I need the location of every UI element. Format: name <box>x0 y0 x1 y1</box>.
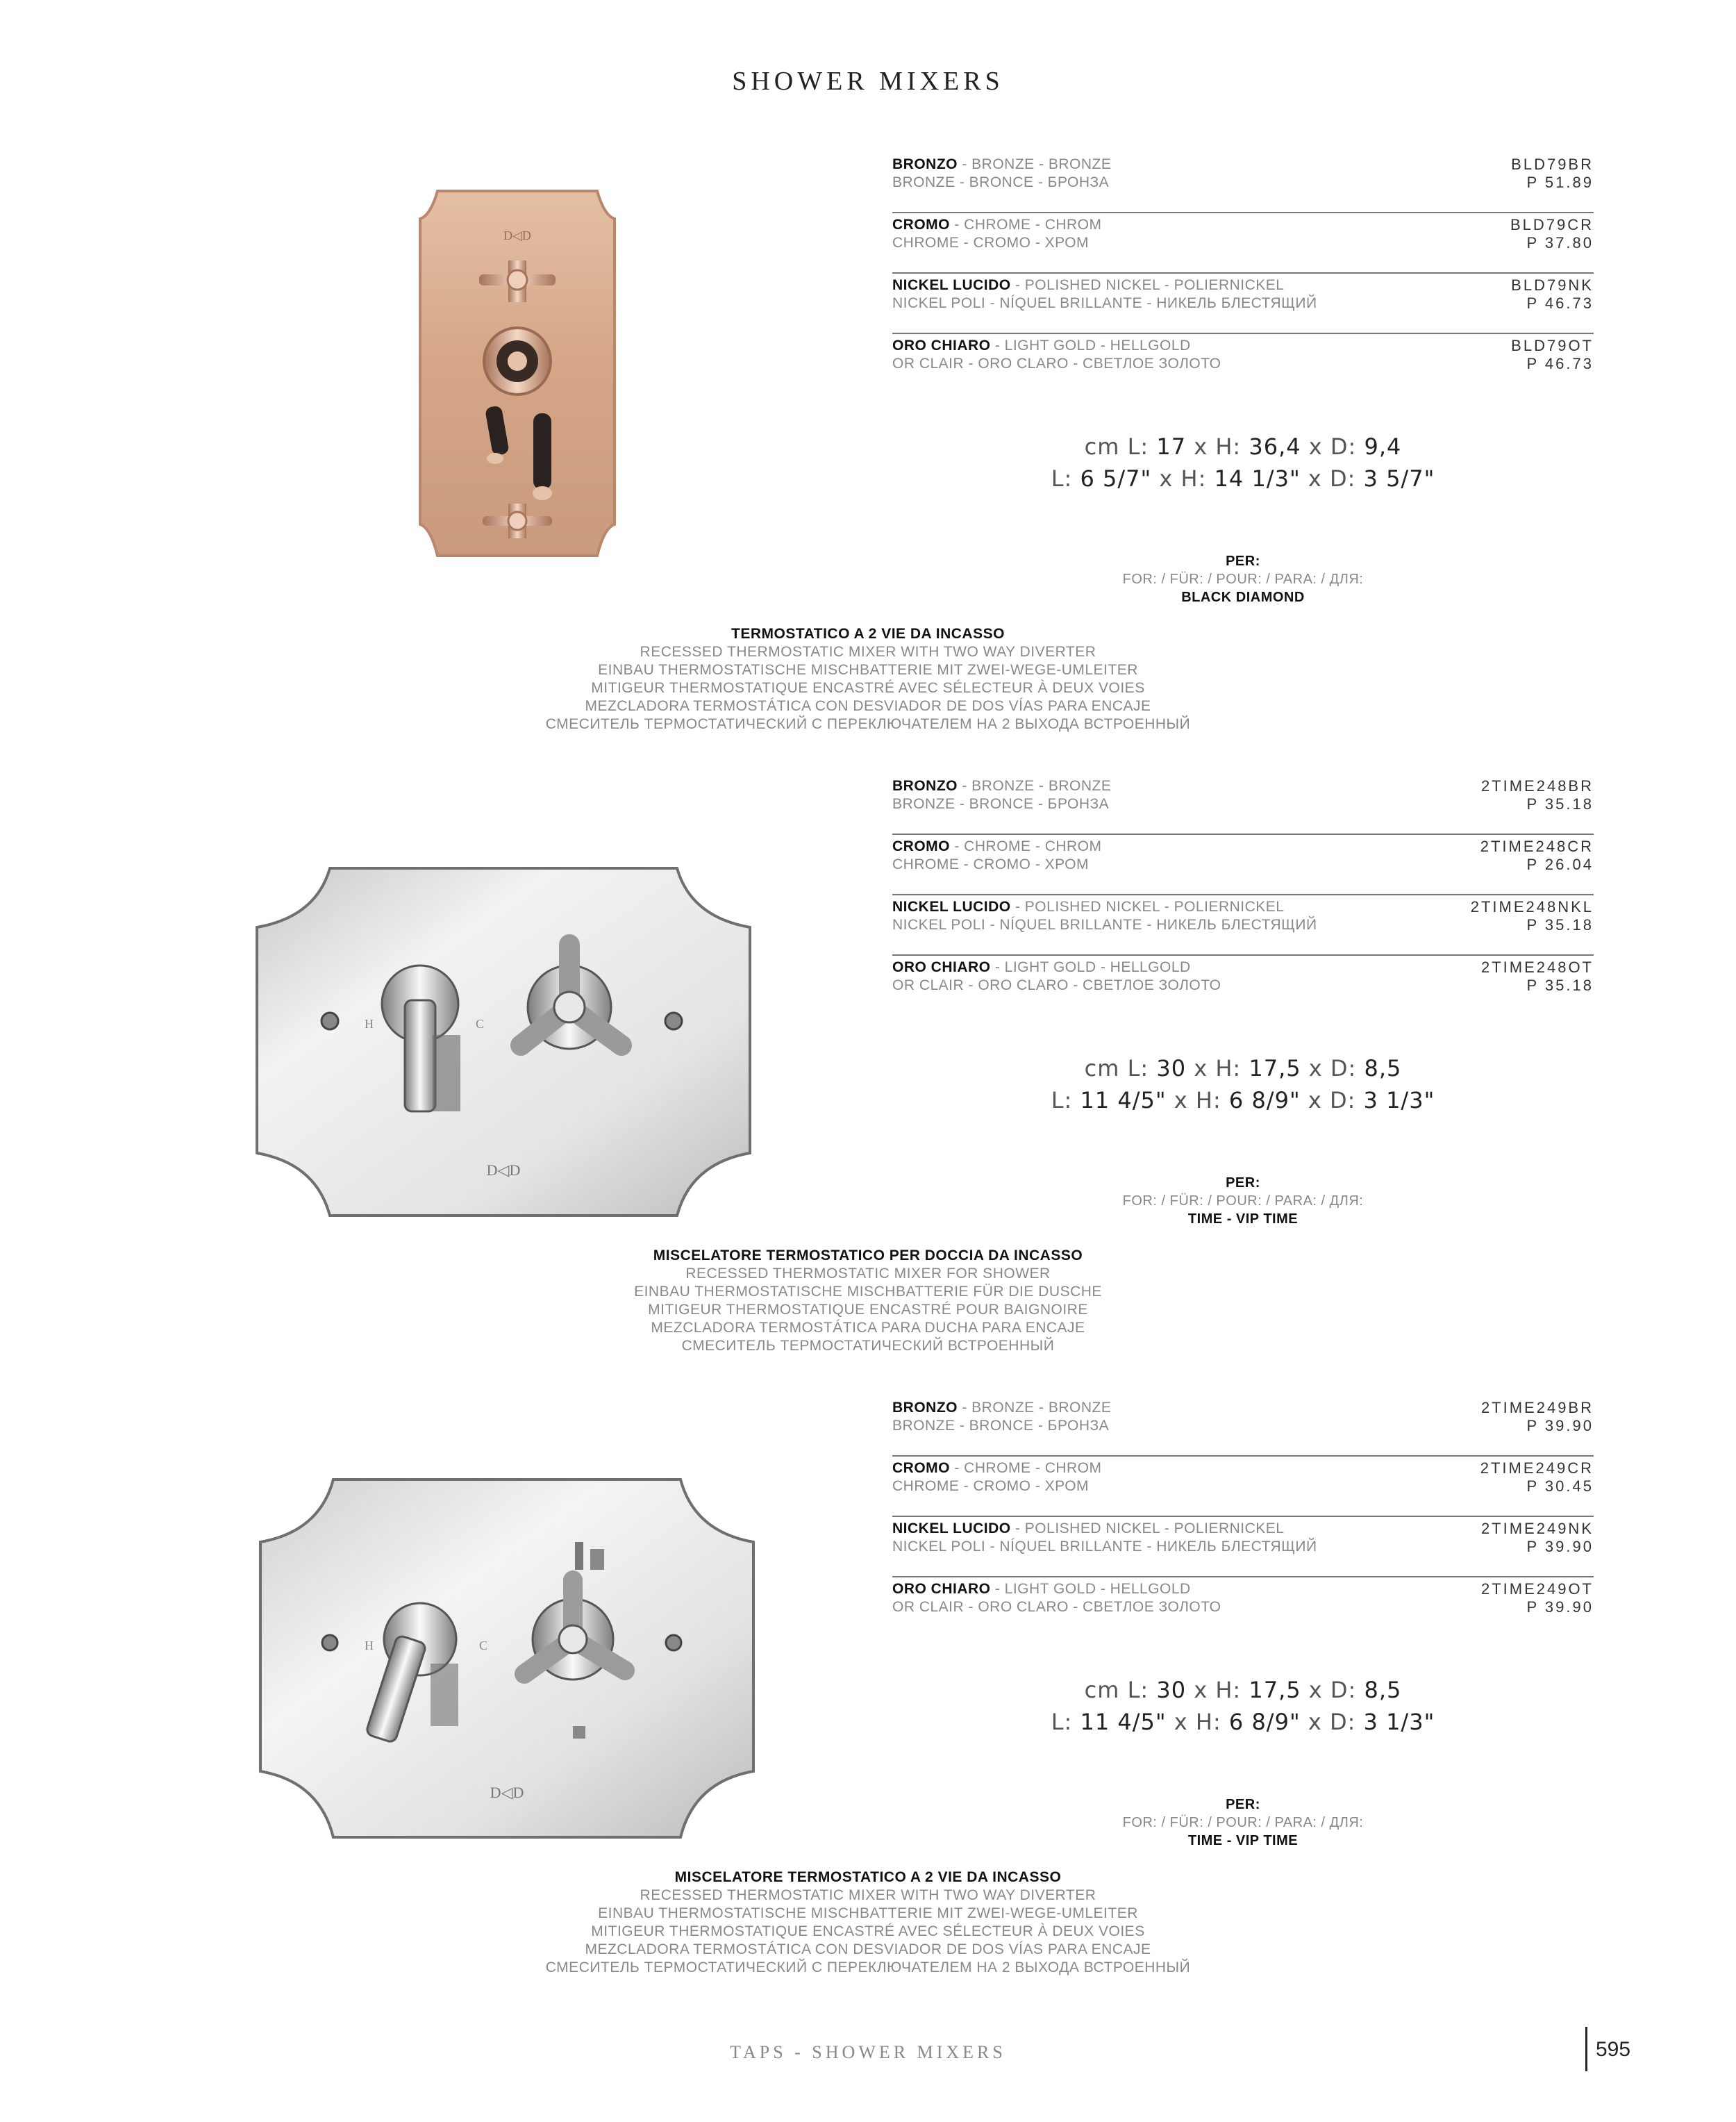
product-description: TERMOSTATICO A 2 VIE DA INCASSO RECESSED THERMOSTATIC MIXER WITH TWO WAY DIVERTER EINBAU THERMOSTATISCHE MISCHBATTERIE MIT ZWEI-WEGE-UMLEITER MITIGEUR THERMOSTATIQUE ENCASTRÉ AVEC SÉLECTEUR À DEUX VOIES MEZCLADORA TERMOSTÁTICA CON DESVIADOR DE DOS VÍAS PARA ENCAJE СМЕСИТЕЛЬ ТЕРМОСТАТИЧЕСКИЙ С ПЕРЕКЛЮЧАТЕЛЕМ НА 2 ВЫХОДА ВСТРОЕННЫЙ <box>0 625 1736 733</box>
finish-name: ORO CHIARO <box>892 959 991 975</box>
finish-name-other: CHROME - CROMO - ХРОМ <box>892 1478 1090 1494</box>
finish-row: NICKEL LUCIDO - POLISHED NICKEL - POLIERNICKEL NICKEL POLI - NÍQUEL BRILLANTE - НИКЕЛЬ БЛЕСТЯЩИЙ 2TIME249NK P 39.90 <box>892 1517 1594 1577</box>
finish-name: BRONZO <box>892 1400 958 1416</box>
finish-name-other: OR CLAIR - ORO CLARO - СВЕТЛОЕ ЗОЛОТО <box>892 977 1221 993</box>
product-image-chrome-two-way-mixer <box>257 1466 757 1855</box>
finish-name-de: BRONZE <box>1048 1400 1112 1416</box>
dimensions <box>892 1674 1594 1738</box>
finish-name-de: CHROM <box>1044 217 1102 233</box>
product-price: P 37.80 <box>1526 234 1594 251</box>
finish-row: CROMO - CHROME - CHROM CHROME - CROMO - ХРОМ 2TIME248CR P 26.04 <box>892 835 1594 895</box>
product-price: P 30.45 <box>1526 1477 1594 1495</box>
finish-row: ORO CHIARO - LIGHT GOLD - HELLGOLD OR CLAIR - ORO CLARO - СВЕТЛОЕ ЗОЛОТО 2TIME248OT P 35.18 <box>892 959 1594 994</box>
dimensions-cm: cm L: 30 x H: 17,5 x D: 8,5 <box>1084 1055 1402 1081</box>
product-code: 2TIME249OT <box>1480 1580 1594 1598</box>
product-description: MISCELATORE TERMOSTATICO PER DOCCIA DA INCASSO RECESSED THERMOSTATIC MIXER FOR SHOWER EINBAU THERMOSTATISCHE MISCHBATTERIE FÜR DIE DUSCHE MITIGEUR THERMOSTATIQUE ENCASTRÉ POUR BAIGNOIRE MEZCLADORA TERMOSTÁTICA PARA DUCHA PARA ENCAJE СМЕСИТЕЛЬ ТЕРМОСТАТИЧЕСКИЙ ВСТРОЕННЫЙ <box>0 1247 1736 1355</box>
page-title: SHOWER MIXERS <box>732 67 1004 96</box>
finish-name: NICKEL LUCIDO <box>892 1520 1011 1536</box>
finish-name: ORO CHIARO <box>892 1581 991 1597</box>
description-title: MISCELATORE TERMOSTATICO A 2 VIE DA INCASSO <box>674 1869 1062 1885</box>
svg-text:C: C <box>476 1017 485 1031</box>
product-price: P 39.90 <box>1526 1538 1594 1555</box>
product-code: BLD79BR <box>1511 156 1594 173</box>
finish-name-de: HELLGOLD <box>1110 959 1191 975</box>
finish-name-de: BRONZE <box>1048 156 1112 172</box>
finish-row: ORO CHIARO - LIGHT GOLD - HELLGOLD OR CLAIR - ORO CLARO - СВЕТЛОЕ ЗОЛОТО BLD79OT P 46.73 <box>892 337 1594 372</box>
product-image-bronze-thermostatic <box>417 177 618 573</box>
description-title: TERMOSTATICO A 2 VIE DA INCASSO <box>731 626 1005 642</box>
finish-row: BRONZO - BRONZE - BRONZE BRONZE - BRONCE - БРОНЗА 2TIME249BR P 39.90 <box>892 1396 1594 1457</box>
product-price: P 35.18 <box>1526 795 1594 813</box>
finish-name-en: CHROME <box>964 1460 1031 1476</box>
footer-title: TAPS - SHOWER MIXERS <box>730 2042 1006 2062</box>
page-number: 595 <box>1596 2038 1631 2061</box>
dimensions-cm: cm L: 17 x H: 36,4 x D: 9,4 <box>1084 433 1402 460</box>
finish-name-other: BRONZE - BRONCE - БРОНЗА <box>892 796 1110 812</box>
product-code: BLD79CR <box>1510 216 1594 233</box>
product-code: BLD79NK <box>1511 276 1594 294</box>
finish-name-en: LIGHT GOLD <box>1004 1581 1096 1597</box>
svg-text:H: H <box>365 1017 374 1031</box>
finish-table <box>892 774 1594 1016</box>
finish-name-other: BRONZE - BRONCE - БРОНЗА <box>892 174 1110 190</box>
finish-name-en: BRONZE <box>971 1400 1035 1416</box>
finish-row: BRONZO - BRONZE - BRONZE BRONZE - BRONCE - БРОНЗА BLD79BR P 51.89 <box>892 153 1594 213</box>
product-code: 2TIME248CR <box>1480 838 1594 855</box>
product-code: 2TIME248OT <box>1480 959 1594 976</box>
finish-row: NICKEL LUCIDO - POLISHED NICKEL - POLIERNICKEL NICKEL POLI - NÍQUEL BRILLANTE - НИКЕЛЬ БЛЕСТЯЩИЙ BLD79NK P 46.73 <box>892 274 1594 334</box>
finish-name: BRONZO <box>892 156 958 172</box>
for-collection: PER: FOR: / FÜR: / POUR: / PARA: / ДЛЯ: TIME - VIP TIME <box>892 1796 1594 1850</box>
finish-name: CROMO <box>892 1460 950 1476</box>
finish-name-other: CHROME - CROMO - ХРОМ <box>892 856 1090 872</box>
for-collection: PER: FOR: / FÜR: / POUR: / PARA: / ДЛЯ: BLACK DIAMOND <box>892 552 1594 606</box>
product-section <box>0 1396 1736 2021</box>
finish-name-de: POLIERNICKEL <box>1174 277 1285 293</box>
product-image-chrome-shower-mixer <box>253 854 753 1236</box>
finish-name-other: NICKEL POLI - NÍQUEL BRILLANTE - НИКЕЛЬ БЛЕСТЯЩИЙ <box>892 917 1317 933</box>
collection-name: BLACK DIAMOND <box>1181 590 1305 605</box>
finish-name-en: BRONZE <box>971 778 1035 794</box>
finish-name-en: CHROME <box>964 217 1031 233</box>
finish-name: BRONZO <box>892 778 958 794</box>
for-collection: PER: FOR: / FÜR: / POUR: / PARA: / ДЛЯ: TIME - VIP TIME <box>892 1174 1594 1228</box>
product-price: P 39.90 <box>1526 1598 1594 1616</box>
finish-name-other: OR CLAIR - ORO CLARO - СВЕТЛОЕ ЗОЛОТО <box>892 1599 1221 1615</box>
finish-name-de: CHROM <box>1044 1460 1102 1476</box>
product-section <box>0 774 1736 1400</box>
product-price: P 46.73 <box>1526 295 1594 312</box>
collection-name: TIME - VIP TIME <box>1187 1833 1299 1848</box>
finish-name: ORO CHIARO <box>892 338 991 354</box>
product-code: BLD79OT <box>1511 337 1594 354</box>
finish-name-en: LIGHT GOLD <box>1004 959 1096 975</box>
finish-name-de: HELLGOLD <box>1110 338 1191 354</box>
finish-row: BRONZO - BRONZE - BRONZE BRONZE - BRONCE - БРОНЗА 2TIME248BR P 35.18 <box>892 774 1594 835</box>
finish-name-other: NICKEL POLI - NÍQUEL BRILLANTE - НИКЕЛЬ БЛЕСТЯЩИЙ <box>892 295 1317 311</box>
finish-name: NICKEL LUCIDO <box>892 899 1011 915</box>
finish-name: CROMO <box>892 838 950 854</box>
finish-name: CROMO <box>892 217 950 233</box>
finish-name-en: POLISHED NICKEL <box>1024 1520 1160 1536</box>
svg-text:C: C <box>479 1639 488 1652</box>
finish-row: CROMO - CHROME - CHROM CHROME - CROMO - ХРОМ BLD79CR P 37.80 <box>892 213 1594 274</box>
product-price: P 46.73 <box>1526 355 1594 372</box>
finish-name-en: LIGHT GOLD <box>1004 338 1096 354</box>
footer-divider <box>1585 2027 1587 2071</box>
finish-name-other: CHROME - CROMO - ХРОМ <box>892 235 1090 251</box>
dimensions-inch: L: 6 5/7" x H: 14 1/3" x D: 3 5/7" <box>1051 465 1435 492</box>
svg-text:D◁D: D◁D <box>490 1784 524 1801</box>
finish-name-en: CHROME <box>964 838 1031 854</box>
finish-name-de: HELLGOLD <box>1110 1581 1191 1597</box>
product-code: 2TIME248BR <box>1480 777 1594 795</box>
finish-table <box>892 153 1594 395</box>
finish-table <box>892 1396 1594 1638</box>
dimensions-inch: L: 11 4/5" x H: 6 8/9" x D: 3 1/3" <box>1051 1087 1435 1113</box>
product-price: P 26.04 <box>1526 856 1594 873</box>
finish-row: CROMO - CHROME - CHROM CHROME - CROMO - ХРОМ 2TIME249CR P 30.45 <box>892 1457 1594 1517</box>
finish-name-en: POLISHED NICKEL <box>1024 899 1160 915</box>
product-code: 2TIME249NK <box>1480 1520 1594 1537</box>
product-description: MISCELATORE TERMOSTATICO A 2 VIE DA INCASSO RECESSED THERMOSTATIC MIXER WITH TWO WAY DIVERTER EINBAU THERMOSTATISCHE MISCHBATTERIE MIT ZWEI-WEGE-UMLEITER MITIGEUR THERMOSTATIQUE ENCASTRÉ AVEC SÉLECTEUR À DEUX VOIES MEZCLADORA TERMOSTÁTICA CON DESVIADOR DE DOS VÍAS PARA ENCAJE СМЕСИТЕЛЬ ТЕРМОСТАТИЧЕСКИЙ С ПЕРЕКЛЮЧАТЕЛЕМ НА 2 ВЫХОДА ВСТРОЕННЫЙ <box>0 1868 1736 1977</box>
finish-name-de: POLIERNICKEL <box>1174 1520 1285 1536</box>
finish-name-other: BRONZE - BRONCE - БРОНЗА <box>892 1418 1110 1434</box>
finish-name: NICKEL LUCIDO <box>892 277 1011 293</box>
dimensions <box>892 1052 1594 1116</box>
finish-name-en: POLISHED NICKEL <box>1024 277 1160 293</box>
finish-row: NICKEL LUCIDO - POLISHED NICKEL - POLIERNICKEL NICKEL POLI - NÍQUEL BRILLANTE - НИКЕЛЬ БЛЕСТЯЩИЙ 2TIME248NKL P 35.18 <box>892 895 1594 956</box>
finish-name-de: POLIERNICKEL <box>1174 899 1285 915</box>
dimensions-inch: L: 11 4/5" x H: 6 8/9" x D: 3 1/3" <box>1051 1709 1435 1735</box>
svg-text:D◁D: D◁D <box>503 229 531 242</box>
product-price: P 35.18 <box>1526 977 1594 994</box>
svg-text:H: H <box>365 1639 374 1652</box>
dimensions-cm: cm L: 30 x H: 17,5 x D: 8,5 <box>1084 1677 1402 1703</box>
product-price: P 51.89 <box>1526 174 1594 191</box>
product-price: P 39.90 <box>1526 1417 1594 1434</box>
product-price: P 35.18 <box>1526 916 1594 934</box>
finish-name-en: BRONZE <box>971 156 1035 172</box>
finish-name-de: CHROM <box>1044 838 1102 854</box>
product-code: 2TIME249BR <box>1480 1399 1594 1416</box>
product-section <box>0 153 1736 778</box>
svg-text:D◁D: D◁D <box>486 1161 521 1179</box>
product-code: 2TIME249CR <box>1480 1459 1594 1477</box>
finish-name-de: BRONZE <box>1048 778 1112 794</box>
finish-row: ORO CHIARO - LIGHT GOLD - HELLGOLD OR CLAIR - ORO CLARO - СВЕТЛОЕ ЗОЛОТО 2TIME249OT P 39.90 <box>892 1580 1594 1616</box>
collection-name: TIME - VIP TIME <box>1187 1211 1299 1227</box>
product-code: 2TIME248NKL <box>1470 898 1594 915</box>
description-title: MISCELATORE TERMOSTATICO PER DOCCIA DA INCASSO <box>653 1247 1083 1263</box>
finish-name-other: OR CLAIR - ORO CLARO - СВЕТЛОЕ ЗОЛОТО <box>892 356 1221 372</box>
finish-name-other: NICKEL POLI - NÍQUEL BRILLANTE - НИКЕЛЬ БЛЕСТЯЩИЙ <box>892 1539 1317 1555</box>
dimensions <box>892 431 1594 495</box>
